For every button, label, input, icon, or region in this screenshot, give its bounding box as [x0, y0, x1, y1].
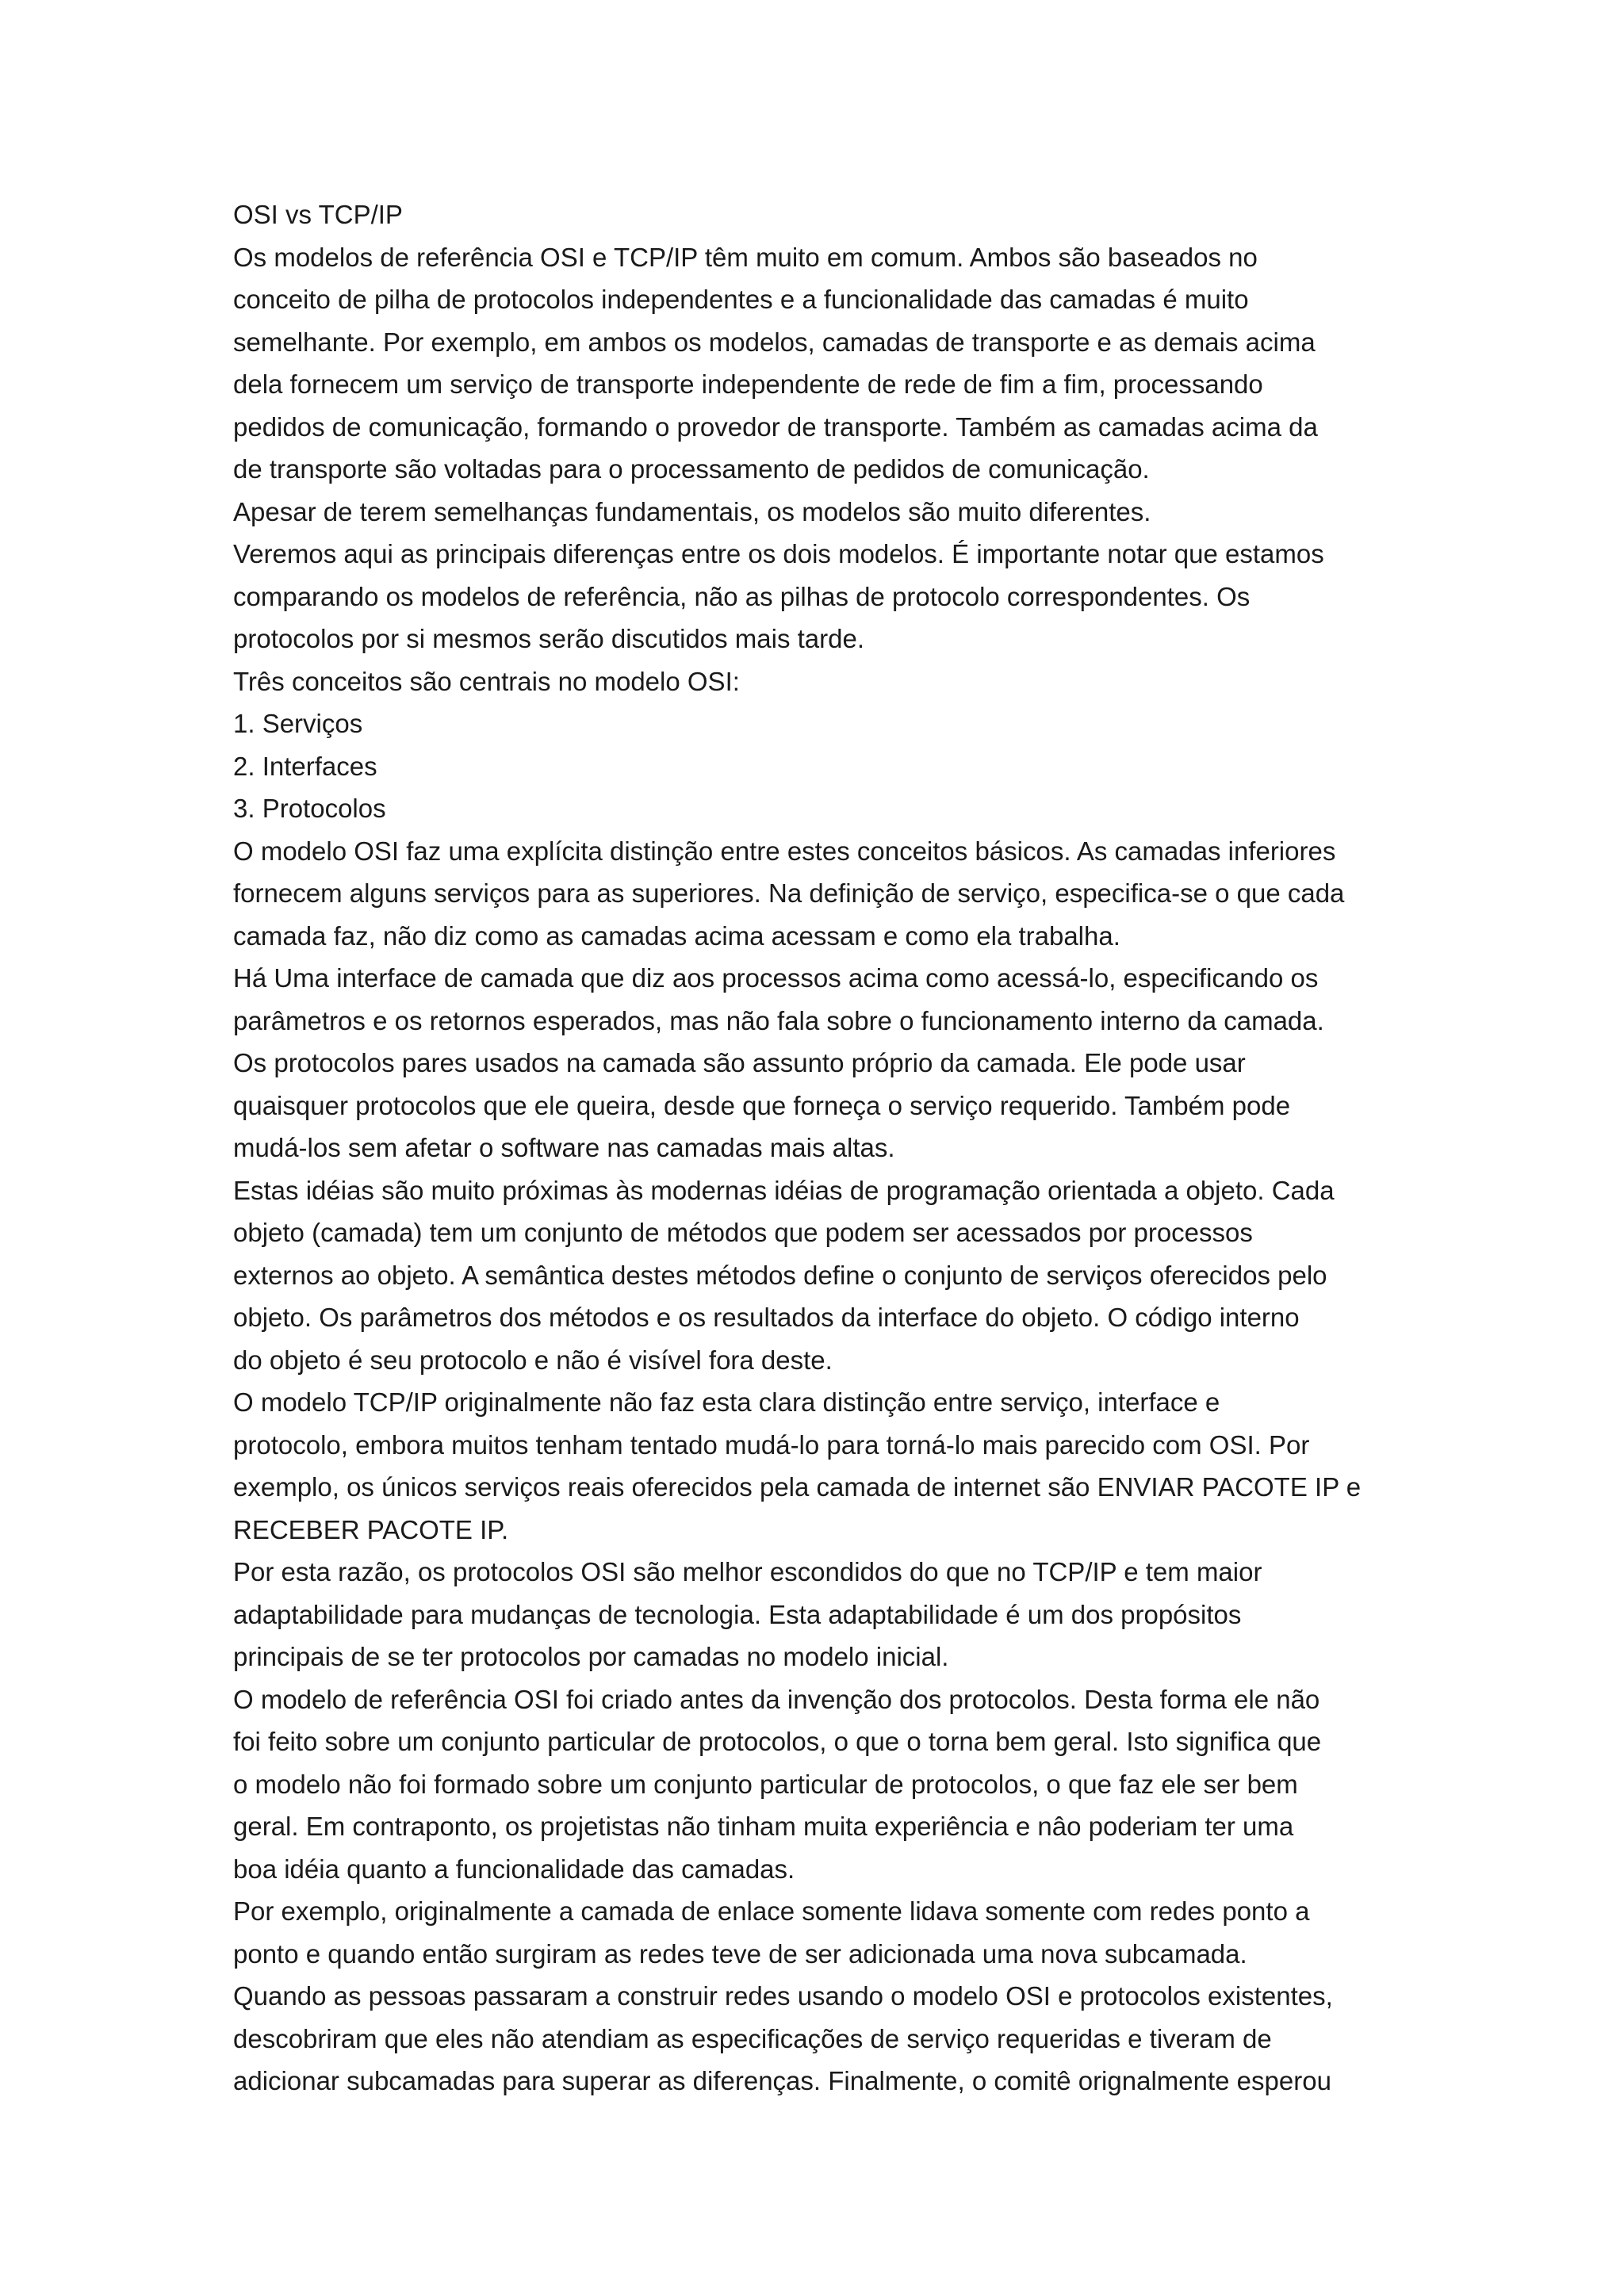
text-line: 2. Interfaces	[233, 751, 377, 781]
text-line: exemplo, os únicos serviços reais oferecidos pela camada de internet são ENVIAR PACOTE IP e	[233, 1472, 1362, 1502]
text-line: adaptabilidade para mudanças de tecnologia. Esta adaptabilidade é um dos propósitos	[233, 1599, 1242, 1629]
text-line: Três conceitos são centrais no modelo OSI:	[233, 666, 740, 696]
text-line: geral. Em contraponto, os projetistas não tinham muita experiência e nâo poderiam ter uma	[233, 1812, 1294, 1841]
text-line: de transporte são voltadas para o processamento de pedidos de comunicação.	[233, 454, 1150, 484]
text-line: semelhante. Por exemplo, em ambos os modelos, camadas de transporte e as demais acima	[233, 327, 1316, 357]
text-line: RECEBER PACOTE IP.	[233, 1514, 509, 1544]
text-line: Quando as pessoas passaram a construir redes usando o modelo OSI e protocolos existentes,	[233, 1981, 1333, 2011]
text-line: Há Uma interface de camada que diz aos processos acima como acessá-lo, especificando os	[233, 963, 1319, 993]
text-line: objeto (camada) tem um conjunto de métodos que podem ser acessados por processos	[233, 1218, 1253, 1247]
text-line: Apesar de terem semelhanças fundamentais, os modelos são muito diferentes.	[233, 496, 1151, 526]
text-line: Veremos aqui as principais diferenças entre os dois modelos. É importante notar que estamos	[233, 539, 1324, 568]
document-title: OSI vs TCP/IP	[233, 200, 403, 229]
text-line: Estas idéias são muito próximas às modernas idéias de programação orientada a objeto. Cada	[233, 1175, 1335, 1205]
text-line: Os modelos de referência OSI e TCP/IP têm muito em comum. Ambos são baseados no	[233, 242, 1258, 272]
text-line: dela fornecem um serviço de transporte independente de rede de fim a fim, processando	[233, 369, 1263, 399]
text-line: mudá-los sem afetar o software nas camadas mais altas.	[233, 1133, 895, 1162]
text-line: externos ao objeto. A semântica destes métodos define o conjunto de serviços oferecidos pelo	[233, 1260, 1327, 1290]
text-line: conceito de pilha de protocolos independentes e a funcionalidade das camadas é muito	[233, 285, 1249, 314]
text-line: foi feito sobre um conjunto particular de protocolos, o que o torna bem geral. Isto significa que	[233, 1727, 1322, 1756]
text-line: descobriram que eles não atendiam as especificações de serviço requeridas e tiveram de	[233, 2023, 1272, 2053]
text-line: Por esta razão, os protocolos OSI são melhor escondidos do que no TCP/IP e tem maior	[233, 1557, 1262, 1586]
text-line: parâmetros e os retornos esperados, mas não fala sobre o funcionamento interno da camada.	[233, 1005, 1324, 1035]
text-line: boa idéia quanto a funcionalidade das camadas.	[233, 1854, 795, 1884]
text-line: Os protocolos pares usados na camada são assunto próprio da camada. Ele pode usar	[233, 1048, 1246, 1077]
text-line: pedidos de comunicação, formando o provedor de transporte. Também as camadas acima da	[233, 411, 1318, 442]
text-line: O modelo TCP/IP originalmente não faz esta clara distinção entre serviço, interface e	[233, 1387, 1220, 1417]
text-line: O modelo de referência OSI foi criado antes da invenção dos protocolos. Desta forma ele não	[233, 1684, 1320, 1714]
document-body	[233, 193, 1423, 2103]
text-line: O modelo OSI faz uma explícita distinção entre estes conceitos básicos. As camadas inferiores	[233, 836, 1336, 866]
text-line: quaisquer protocolos que ele queira, desde que forneça o serviço requerido. Também pode	[233, 1090, 1291, 1120]
text-line: 1. Serviços	[233, 709, 363, 738]
text-line: fornecem alguns serviços para as superiores. Na definição de serviço, especifica-se o que cada	[233, 878, 1345, 908]
text-line: protocolos por si mesmos serão discutidos mais tarde.	[233, 624, 864, 653]
text-line: adicionar subcamadas para superar as diferenças. Finalmente, o comitê orignalmente esperou	[233, 2066, 1331, 2095]
text-line: camada faz, não diz como as camadas acima acessam e como ela trabalha.	[233, 920, 1120, 951]
text-line: objeto. Os parâmetros dos métodos e os resultados da interface do objeto. O código interno	[233, 1303, 1300, 1332]
text-line: principais de se ter protocolos por camadas no modelo inicial.	[233, 1642, 949, 1671]
text-line: 3. Protocolos	[233, 794, 386, 823]
text-line: do objeto é seu protocolo e não é visível fora deste.	[233, 1345, 833, 1375]
text-line: comparando os modelos de referência, não as pilhas de protocolo correspondentes. Os	[233, 581, 1251, 611]
text-line: ponto e quando então surgiram as redes teve de ser adicionada uma nova subcamada.	[233, 1938, 1247, 1969]
text-line: protocolo, embora muitos tenham tentado mudá-lo para torná-lo mais parecido com OSI. Por	[233, 1429, 1310, 1460]
text-line: Por exemplo, originalmente a camada de enlace somente lidava somente com redes ponto a	[233, 1896, 1310, 1926]
text-line: o modelo não foi formado sobre um conjunto particular de protocolos, o que faz ele ser bem	[233, 1769, 1298, 1799]
